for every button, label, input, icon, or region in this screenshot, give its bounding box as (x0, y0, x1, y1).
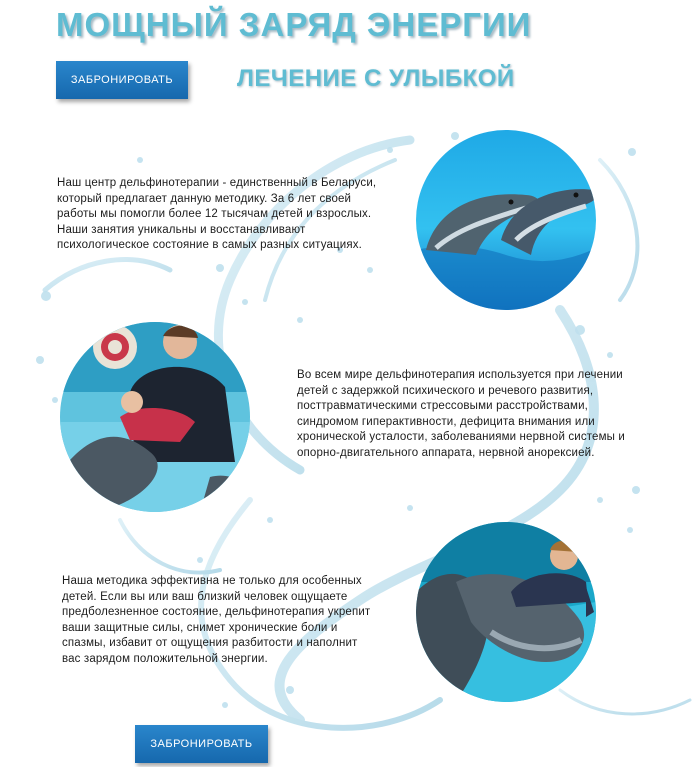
method-benefits-paragraph: Наша методика эффективна не только для особенных детей. Если вы или ваш близкий человек ощущаете предболезненное состояние, дельфинотерапия укрепит ваши защитные силы, снимет хронические боли и спазмы, избавит от ощущения разбитости и наполнит вас зарядом положительной энергии. (62, 575, 371, 665)
book-button-bottom[interactable]: ЗАБРОНИРОВАТЬ (135, 725, 268, 763)
trainer-child-dolphin-photo (60, 322, 250, 512)
therapy-uses-paragraph: Во всем мире дельфинотерапия используется при лечении детей с задержкой психического и речевого развития, посттравматическими стрессовыми расстройствами, синдромом гиперактивности, дефицита внимания или хронической усталости, заболеваниями нервной системы и опорно-двигательного аппарата, нервной анорексией. (297, 369, 625, 459)
dolphins-photo (416, 130, 596, 310)
boy-on-dolphin-photo (416, 522, 596, 702)
book-button-top[interactable]: ЗАБРОНИРОВАТЬ (56, 61, 188, 99)
intro-paragraph: Наш центр дельфинотерапии - единственный в Беларуси, который предлагает данную методику. За 6 лет своей работы мы помогли более 12 тысячам детей и взрослых. Наши занятия уникальны и восстанавливают психологическое состояние в самых разных ситуациях. (57, 177, 377, 252)
page-title: МОЩНЫЙ ЗАРЯД ЭНЕРГИИ (56, 6, 532, 43)
page-subtitle: ЛЕЧЕНИЕ С УЛЫБКОЙ (237, 65, 515, 92)
